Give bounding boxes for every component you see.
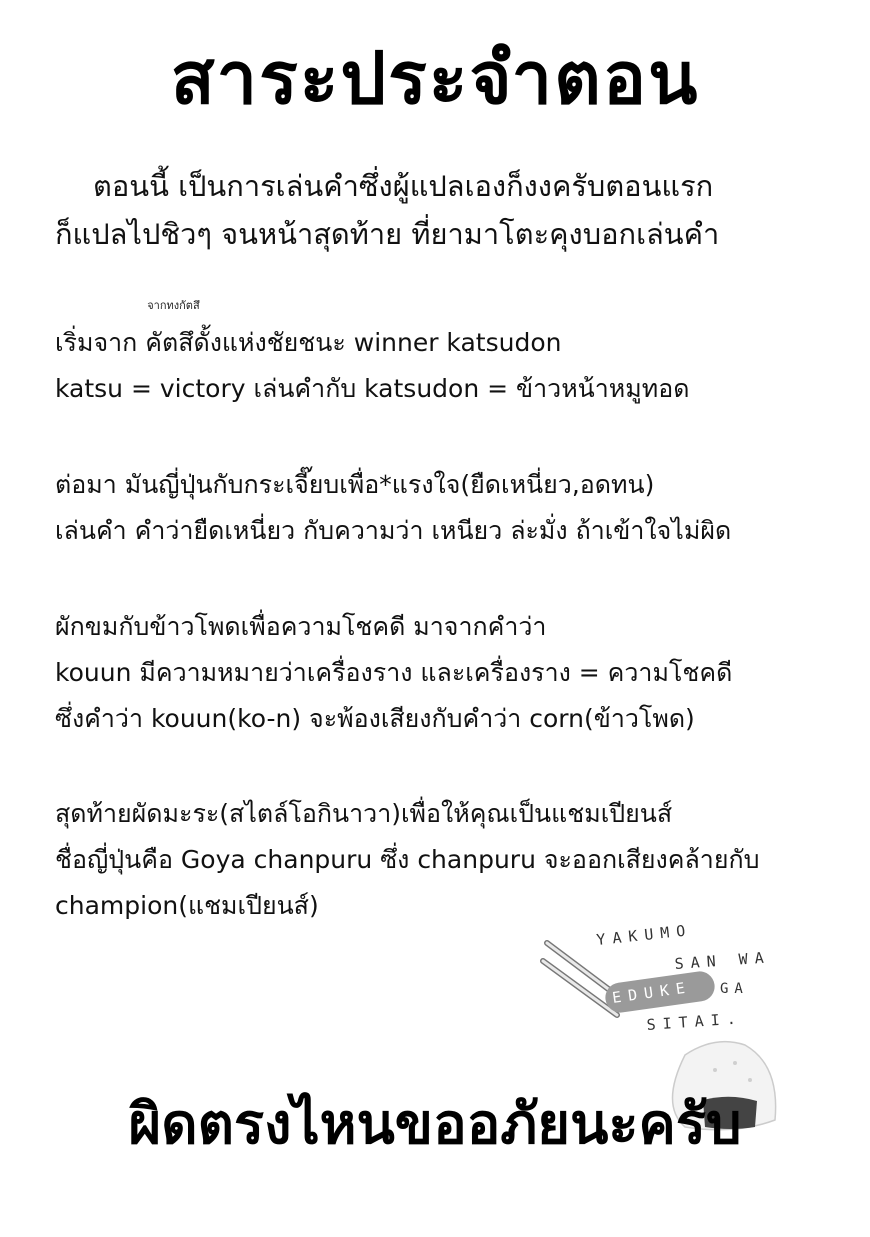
section-okra <box>55 462 845 554</box>
ruby-annotation: จากทงกัตสึ <box>147 299 200 312</box>
section-okra-line-2: เล่นคำ คำว่ายืดเหนี่ยว กับความว่า เหนียว ล่ะมั่ง ถ้าเข้าใจไม่ผิด <box>55 516 732 545</box>
section-corn-line-2: kouun มีความหมายว่าเครื่องราง และเครื่องราง = ความโชคดี <box>55 658 733 687</box>
logo-text-yakumo: YAKUMO <box>595 921 694 949</box>
logo-text-eduke: EDUKE <box>611 977 693 1007</box>
intro-paragraph <box>55 162 835 258</box>
section-champuru-line-3: champion(แชมเปียนส์) <box>55 891 319 920</box>
section-katsudon-line-1 <box>55 299 845 366</box>
ruby-word <box>145 299 200 366</box>
intro-line-1: ตอนนี้ เป็นการเล่นคำซึ่งผู้แปลเองก็งงครับตอนแรก <box>93 169 714 203</box>
section-katsudon-suffix: ดั้งแห่งชัยชนะ winner katsudon <box>193 328 562 357</box>
ruby-base: คัตสึ <box>145 328 194 357</box>
section-katsudon-line-2: katsu = victory เล่นคำกับ katsudon = ข้าวหน้าหมูทอด <box>55 374 690 403</box>
logo-text-san-wa: SAN WA <box>674 948 772 973</box>
logo-text-ga: GA <box>720 981 749 997</box>
section-corn-line-3: ซึ่งคำว่า kouun(ko-n) จะพ้องเสียงกับคำว่า corn(ข้าวโพด) <box>55 704 695 733</box>
page-title: สาระประจำตอน <box>170 36 700 120</box>
intro-line-2: ก็แปลไปชิวๆ จนหน้าสุดท้าย ที่ยามาโตะคุงบอกเล่นคำ <box>55 217 720 251</box>
section-champuru-line-1: สุดท้ายผัดมะระ(สไตล์โอกินาวา)เพื่อให้คุณเป็นแชมเปียนส์ <box>55 799 673 828</box>
section-champuru-line-2: ชื่อญี่ปุ่นคือ Goya chanpuru ซึ่ง chanpuru จะออกเสียงคล้ายกับ <box>55 845 760 874</box>
footer-apology: ผิดตรงไหนขออภัยนะครับ <box>128 1092 742 1157</box>
section-corn <box>55 604 845 742</box>
section-okra-line-1: ต่อมา มันญี่ปุ่นกับกระเจี๊ยบเพื่อ*แรงใจ(ยืดเหนี่ยว,อดทน) <box>55 470 655 499</box>
section-katsudon <box>55 299 845 412</box>
section-katsudon-prefix: เริ่มจาก <box>55 328 146 357</box>
logo-text-sitai: SITAI. <box>646 1009 744 1034</box>
section-corn-line-1: ผักขมกับข้าวโพดเพื่อความโชคดี มาจากคำว่า <box>55 612 547 641</box>
